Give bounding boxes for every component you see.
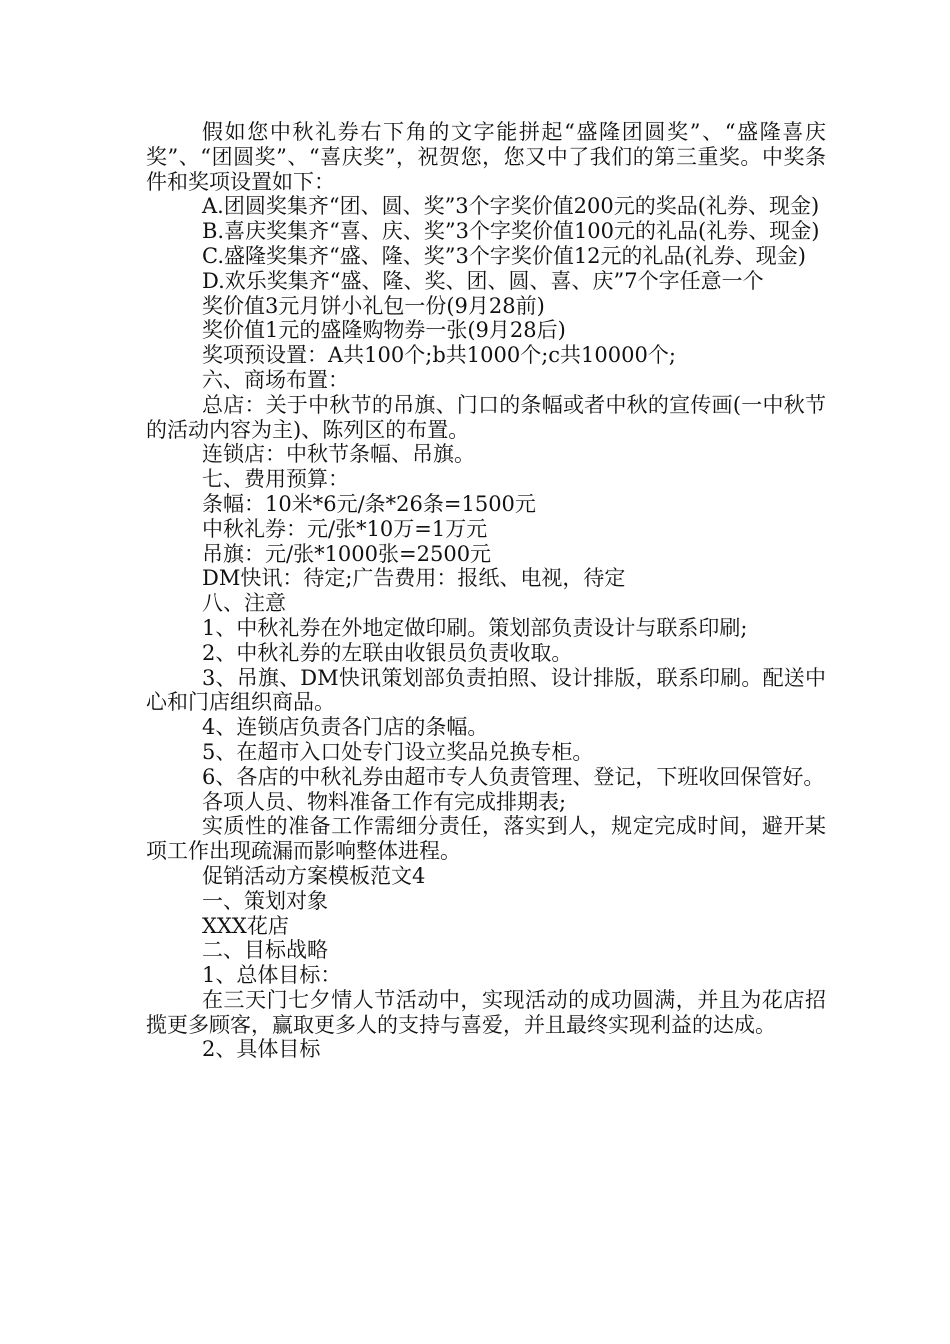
note-item-3: 3、吊旗、DM快讯策划部负责拍照、设计排版，联系印刷。配送中心和门店组织商品。 [146, 665, 826, 715]
paragraph-overall-goal: 在三天门七夕情人节活动中，实现活动的成功圆满，并且为花店招揽更多顾客，赢取更多人的支持与喜爱，并且最终实现利益的达成。 [146, 987, 826, 1037]
paragraph-responsibility: 实质性的准备工作需细分责任，落实到人，规定完成时间，避开某项工作出现疏漏而影响整体进程。 [146, 814, 826, 864]
note-item-2: 2、中秋礼券的左联由收银员负责收取。 [202, 640, 573, 665]
budget-banner: 条幅：10米*6元/条*26条=1500元 [202, 491, 536, 516]
paragraph-prize-quota: 奖项预设置：A共100个;b共1000个;c共10000个; [202, 343, 676, 368]
paragraph-prize-a: A.团圆奖集齐“团、圆、奖”3个字奖价值200元的奖品(礼券、现金) [202, 194, 820, 219]
paragraph-prize-b: B.喜庆奖集齐“喜、庆、奖”3个字奖价值100元的礼品(礼券、现金) [202, 219, 820, 244]
heading-planning-target: 一、策划对象 [202, 888, 328, 913]
heading-notes: 八、注意 [202, 591, 286, 616]
paragraph-prize-d-value-2: 奖价值1元的盛隆购物券一张(9月28后) [202, 318, 566, 343]
paragraph-prize-c: C.盛隆奖集齐“盛、隆、奖”3个字奖价值12元的礼品(礼券、现金) [202, 243, 806, 268]
paragraph-schedule: 各项人员、物料准备工作有完成排期表; [202, 789, 567, 814]
paragraph-main-store: 总店：关于中秋节的吊旗、门口的条幅或者中秋的宣传画(一中秋节的活动内容为主)、陈列区的布置。 [146, 392, 826, 442]
paragraph-prize-d: D.欢乐奖集齐“盛、隆、奖、团、圆、喜、庆”7个字任意一个 [202, 268, 764, 293]
paragraph-chain-store: 连锁店：中秋节条幅、吊旗。 [202, 442, 475, 467]
budget-dm-ads: DM快讯：待定;广告费用：报纸、电视，待定 [202, 566, 626, 591]
budget-hanging-flag: 吊旗：元/张*1000张=2500元 [202, 541, 492, 566]
note-item-6: 6、各店的中秋礼券由超市专人负责管理、登记，下班收回保管好。 [202, 764, 825, 789]
paragraph-flower-shop: XXX花店 [202, 913, 289, 938]
paragraph-prize-d-value-1: 奖价值3元月饼小礼包一份(9月28前) [202, 293, 545, 318]
note-item-4: 4、连锁店负责各门店的条幅。 [202, 715, 489, 740]
note-item-1: 1、中秋礼券在外地定做印刷。策划部负责设计与联系印刷; [202, 615, 748, 640]
heading-goal-strategy: 二、目标战略 [202, 938, 328, 963]
heading-overall-goal: 1、总体目标： [202, 963, 342, 988]
budget-voucher: 中秋礼券：元/张*10万=1万元 [202, 516, 488, 541]
note-item-5: 5、在超市入口处专门设立奖品兑换专柜。 [202, 739, 594, 764]
heading-budget: 七、费用预算： [202, 467, 349, 492]
document-body [146, 120, 826, 1062]
section-title-template-4: 促销活动方案模板范文4 [202, 863, 426, 888]
heading-specific-goal: 2、具体目标 [202, 1037, 321, 1062]
paragraph-prize-intro: 假如您中秋礼券右下角的文字能拼起“盛隆团圆奖”、“盛隆喜庆奖”、“团圆奖”、“喜庆奖”，祝贺您，您又中了我们的第三重奖。中奖条件和奖项设置如下： [146, 120, 826, 194]
heading-store-layout: 六、商场布置： [202, 367, 349, 392]
